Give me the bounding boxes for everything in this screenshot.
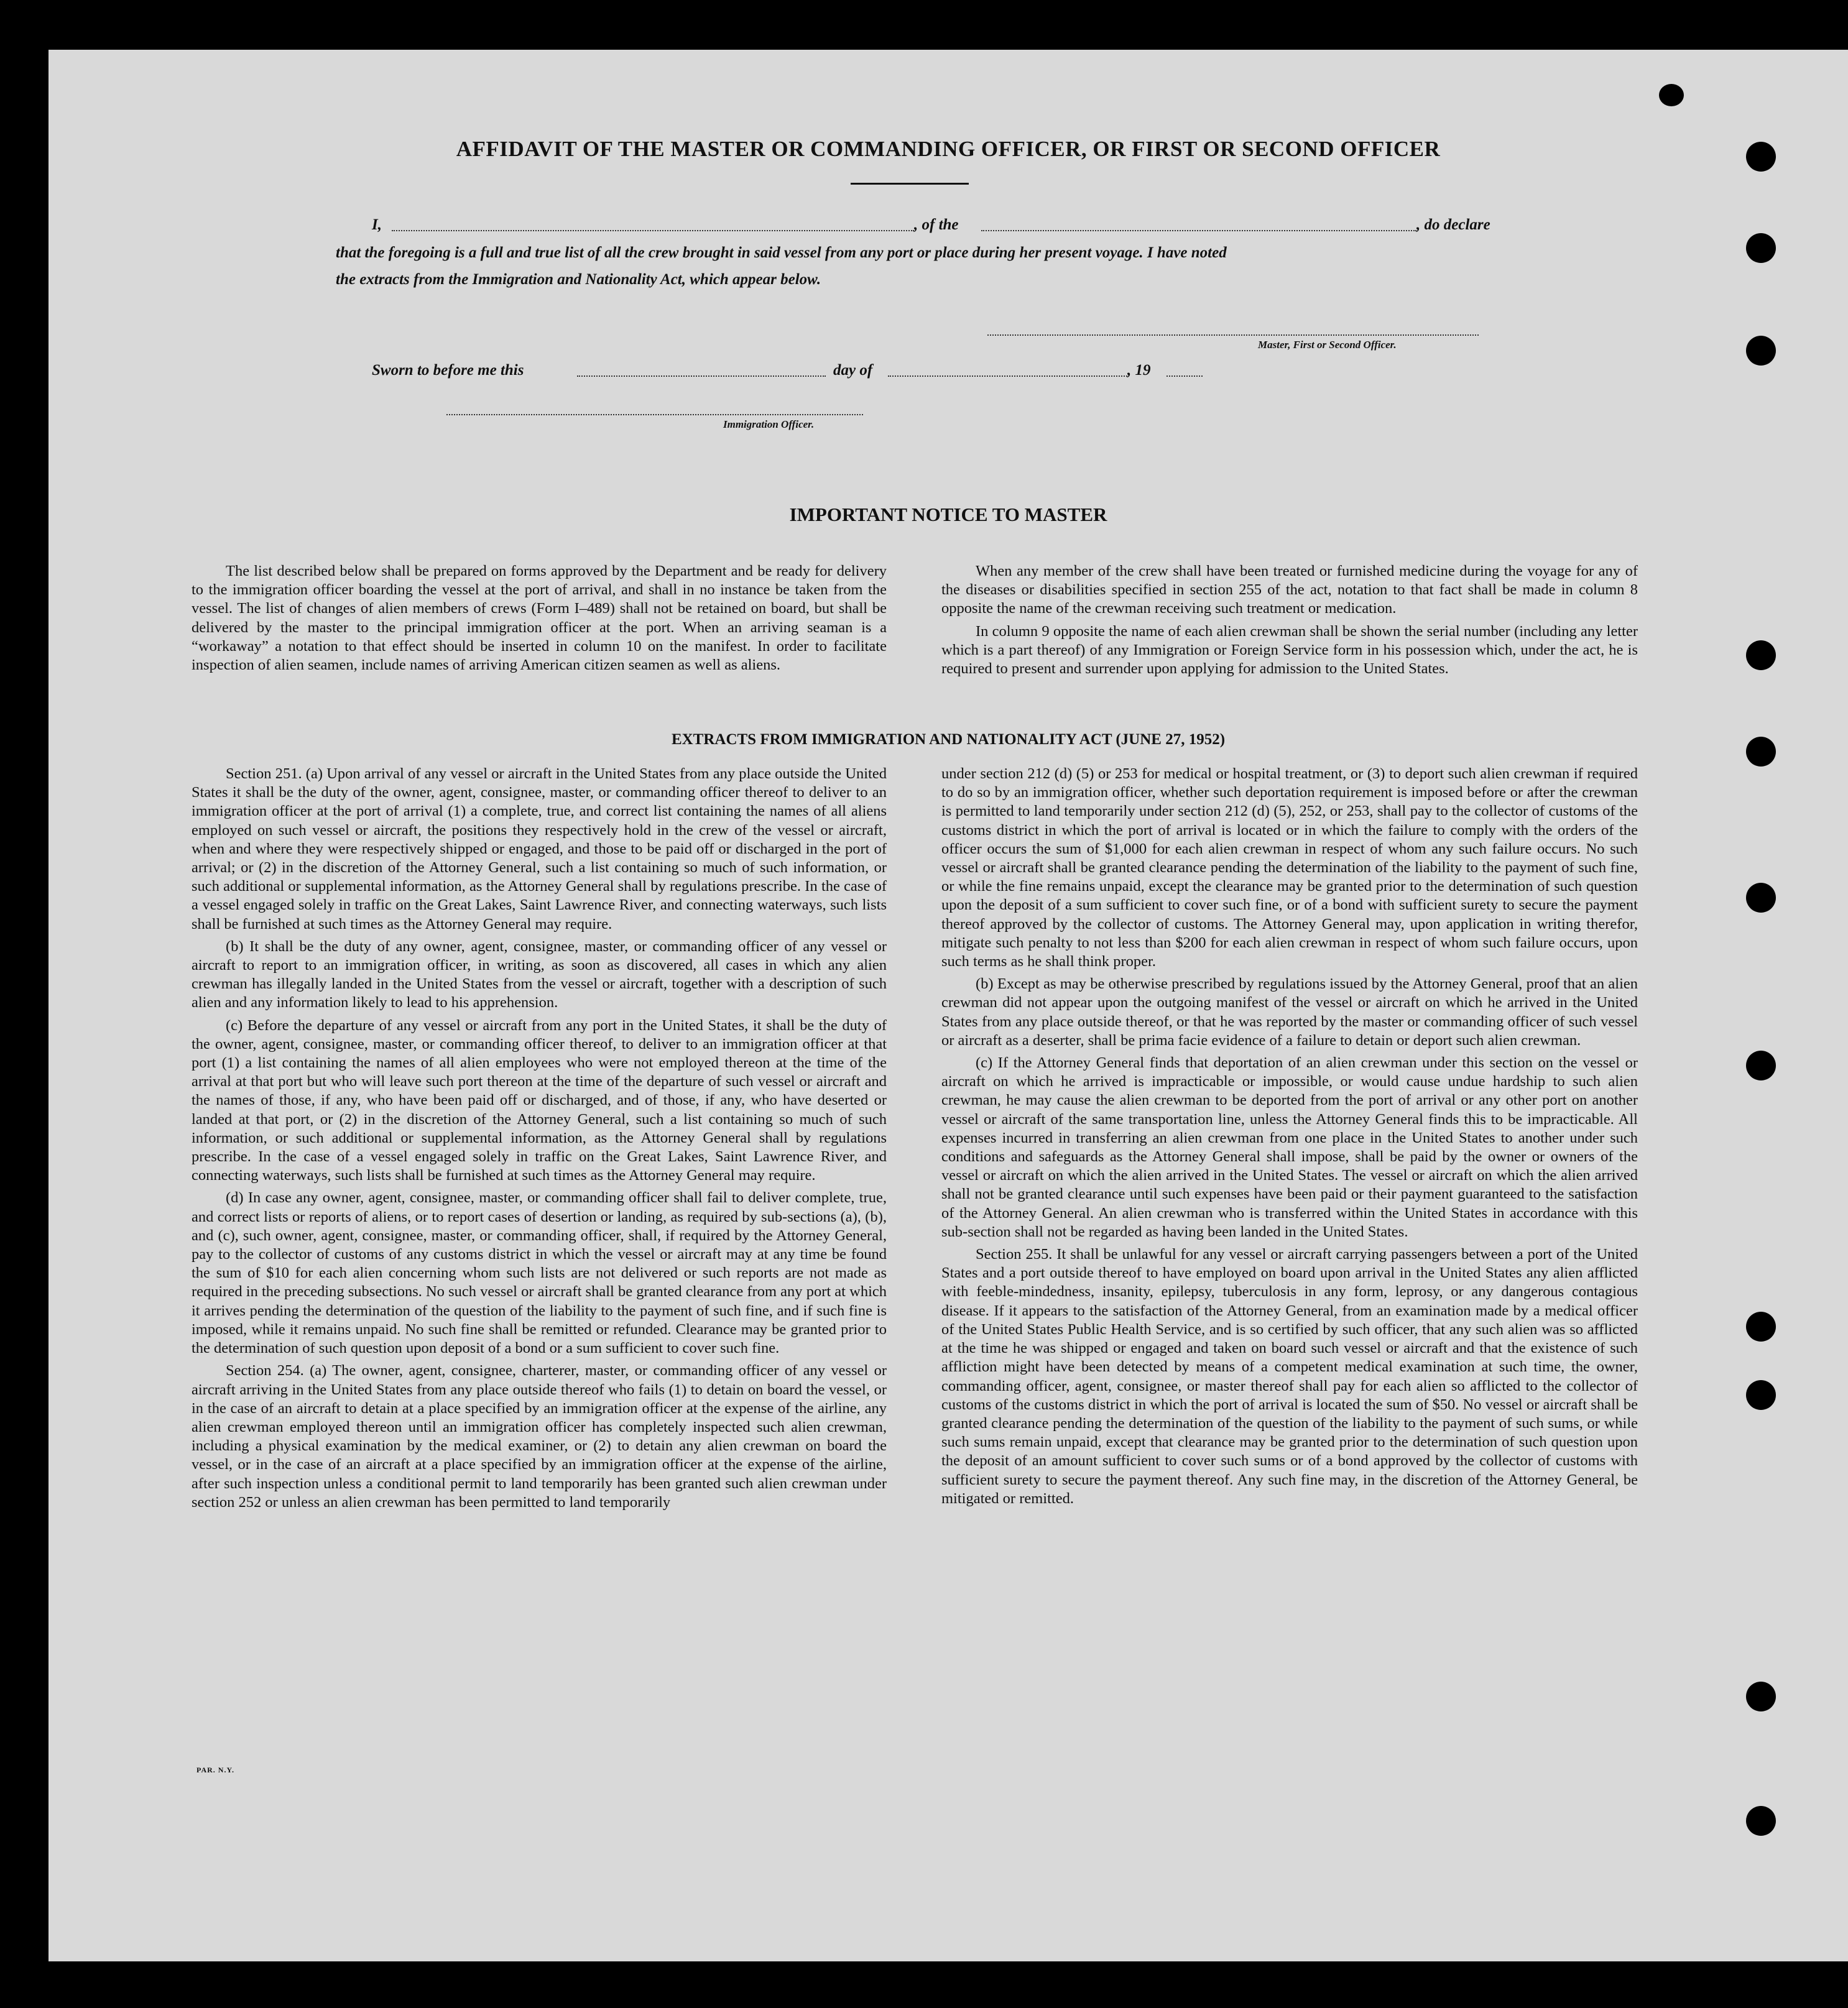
punch-hole (1746, 1051, 1776, 1080)
notice-title: IMPORTANT NOTICE TO MASTER (789, 504, 1107, 525)
notice-left-paragraph: The list described below shall be prepared on forms approved by the Department and be ready for delivery to the immigration officer boarding the vessel at the port of arrival, and shall in no instance be taken from the vessel. The list of changes of alien members of crews (Form I–489) shall not be retained on board, but shall be delivered by the master to the principal immigration officer at the port. When an arriving seaman is a “workaway” a notation to that effect should be inserted in column 10 on the manifest. In order to facilitate inspection of alien seamen, include names of arriving American citizen seamen as well as aliens. (192, 563, 887, 674)
affidavit-title: AFFIDAVIT OF THE MASTER OR COMMANDING OFFICER, OR FIRST OR SECOND OFFICER (456, 137, 1441, 161)
day-of-label: day of (833, 362, 873, 379)
officer-signature-caption: Immigration Officer. (723, 418, 815, 430)
section-255: Section 255. It shall be unlawful for any vessel or aircraft carrying passengers between a port of the United States and a port outside thereof to have employed on board upon arrival in the United States any alien afflicted with feeble-mindedness, insanity, epilepsy, tuberculosis in any form, leprosy, or any dangerous contagious disease. If it appears to the satisfaction of the Attorney General, from an examination made by a medical officer of the United States Public Health Service, and is so certified by such officer, that any such alien was so afflicted at the time he was shipped or engaged and taken on board such vessel or aircraft and that the existence of such affliction might have been detected by means of a competent medical examination at such time, the owner, commanding officer, agent, consignee, or master thereof shall pay for each alien so afflicted to the collector of customs of the customs district in which the port of arrival is located the sum of $50. No vessel or aircraft shall be granted clearance pending the determination of the question of the liability to the payment of such sums, or while such sums remain unpaid, except that clearance may be granted prior to the determination of such question upon the deposit of an amount sufficient to cover such sums or of a bond approved by the collector of customs with sufficient surety to secure the payment thereof. Any such fine may, in the discretion of the Attorney General, be mitigated or remitted. (941, 1246, 1638, 1507)
extracts-title: EXTRACTS FROM IMMIGRATION AND NATIONALITY ACT (JUNE 27, 1952) (671, 731, 1226, 748)
sworn-month-field[interactable] (888, 375, 1127, 377)
form-sheet (49, 50, 1848, 1961)
sworn-year-field[interactable] (1167, 375, 1203, 377)
officer-signature-line[interactable] (446, 414, 863, 415)
section-251-b: (b) It shall be the duty of any owner, agent, consignee, master, or commanding officer of any vessel or aircraft to report to an immigration officer, in writing, as soon as discovered, all cases in which any alien crewman has illegally landed in the United States from the vessel or aircraft, together with a description of such alien and any information likely to lead to his apprehension. (192, 937, 887, 1011)
notice-left-column (192, 562, 887, 678)
do-declare-label: , do declare (1416, 216, 1490, 233)
punch-hole (1746, 1380, 1776, 1410)
year-label: , 19 (1127, 362, 1151, 379)
name-field[interactable] (392, 230, 914, 231)
section-254-a-continued: under section 212 (d) (5) or 253 for medical or hospital treatment, or (3) to deport such alien crewman if required to do so by an immigration officer, whether such deportation requirement is imposed before or after the crewman is permitted to land temporarily under section 212 (d) (5), 252, or 253, shall pay to the collector of customs of the customs district in which the port of arrival is located or in which the failure to comply with the orders of the officer occurs the sum of $1,000 for each alien crewman in respect of whom any such failure occurs. No such vessel or aircraft shall be granted clearance pending the determination of the liability to the payment of such fine, or while the fine remains unpaid, except the clearance may be granted prior to the determination of such question upon the deposit of a sum sufficient to cover such fine, or of a bond with sufficient surety to secure the payment thereof approved by the collector of customs. The Attorney General may, upon application in writing therefor, mitigate such penalty to not less than $200 for each alien crewman in respect of whom such failure occurs, upon such terms as he shall think proper. (941, 765, 1638, 970)
vessel-name-field[interactable] (981, 230, 1416, 231)
section-254-a: Section 254. (a) The owner, agent, consignee, charterer, master, or commanding officer of any vessel or aircraft arriving in the United States from any place outside thereof who fails (1) to detain on board the vessel, or in the case of an aircraft to detain at a place specified by an immigration officer at the expense of the airline, any alien crewman employed thereon until an immigration officer has completely inspected such alien crewman, including a physical examination by the medical examiner, or (2) to detain any alien crewman on board the vessel, or in the case of an aircraft at a place specified by an immigration officer at the expense of the airline, after such inspection unless a conditional permit to land temporarily has been granted such alien crewman under section 252 or unless an alien crewman has been permitted to land temporarily (192, 1362, 887, 1511)
punch-hole (1746, 737, 1776, 767)
punch-hole (1746, 233, 1776, 263)
notice-right-paragraph-2: In column 9 opposite the name of each alien crewman shall be shown the serial number (including any letter which is a part thereof) of any Immigration or Foreign Service form in his possession which, under the act, he is required to present and surrender upon applying for admission to the United States. (941, 622, 1638, 678)
section-251-d: (d) In case any owner, agent, consignee, master, or commanding officer shall fail to deliver complete, true, and correct lists or reports of aliens, or to report cases of desertion or landing, as required by sub-sections (a), (b), and (c), such owner, agent, consignee, master, or commanding officer, shall, if required by the Attorney General, pay to the collector of customs of any customs district in which the vessel or aircraft may at any time be found the sum of $10 for each alien concerning whom such lists are not delivered or such reports are not made as required in the preceding subsections. No such vessel or aircraft shall be granted clearance from any port at which it arrives pending the determination of the question of the liability to the payment of such fine, and if such fine is imposed, while it remains unpaid. No such fine shall be remitted or refunded. Clearance may be granted prior to the determination of such question upon deposit of a bond or a sum sufficient to cover such fine. (192, 1189, 887, 1357)
section-254-b: (b) Except as may be otherwise prescribed by regulations issued by the Attorney General, proof that an alien crewman did not appear upon the outgoing manifest of the vessel or aircraft on which he arrived in the United States from any place outside thereof, or that he was reported by the master or commanding officer of such vessel or aircraft as a deserter, shall be prima facie evidence of a failure to detain or deport such alien crewman. (941, 975, 1638, 1049)
section-251-a: Section 251. (a) Upon arrival of any vessel or aircraft in the United States from any place outside the United States it shall be the duty of the owner, agent, consignee, master, or commanding officer thereof to deliver to an immigration officer at the port of arrival (1) a complete, true, and correct list containing the names of all aliens employed on such vessel or aircraft, the positions they respectively hold in the crew of the vessel or aircraft, when and where they were respectively shipped or engaged, and those to be paid off or discharged in the port of arrival; or (2) in the discretion of the Attorney General, such a list containing so much of such information, or such additional or supplemental information, as the Attorney General shall by regulations prescribe. In the case of a vessel engaged solely in traffic on the Great Lakes, Saint Lawrence River, and connecting waterways, such lists shall be furnished at such times as the Attorney General may require. (192, 765, 887, 933)
punch-hole (1746, 1312, 1776, 1342)
extracts-left-column (192, 765, 887, 1516)
master-signature-line[interactable] (987, 334, 1479, 336)
section-254-c: (c) If the Attorney General finds that deportation of an alien crewman under this section on the vessel or aircraft on which he arrived is impracticable or impossible, or would cause undue hardship to such alien crewman, he may cause the alien crewman to be deported from the port of arrival or any other port on another vessel or aircraft of the same transportation line, unless the Attorney General finds this to be impracticable. All expenses incurred in transferring an alien crewman from one place in the United States to another under such conditions and safeguards as the Attorney General shall impose, shall be paid by the owner or owners of the vessel or aircraft on which the alien arrived in the United States. The vessel or aircraft on which the alien arrived shall not be granted clearance until such expenses have been paid or their payment guaranteed to the satisfaction of the Attorney General. An alien crewman who is transferred within the United States in accordance with this sub-section shall not be regarded as having been landed in the United States. (941, 1054, 1638, 1240)
punch-hole (1746, 336, 1776, 366)
punch-hole (1746, 142, 1776, 172)
declaration-line-1: that the foregoing is a full and true list of all the crew brought in said vessel from any port or place during her present voyage. I have noted (336, 244, 1227, 261)
of-the-label: , of the (914, 216, 959, 233)
punch-hole (1659, 84, 1684, 106)
declaration-line-2: the extracts from the Immigration and Nationality Act, which appear below. (336, 271, 821, 288)
section-251-c: (c) Before the departure of any vessel or aircraft from any port in the United States, it shall be the duty of the owner, agent, consignee, master, or commanding officer thereof, to deliver to an immigration officer at that port (1) a list containing the names of all alien employees who were not employed thereon at the time of the arrival at that port but who will leave such port thereon at the time of the departure of such vessel or aircraft and the names of those, if any, who have been paid off or discharged, and of those, if any, who have deserted or landed at that port, or (2) in the discretion of the Attorney General, such a list containing so much of such information, or such additional or supplemental information, as the Attorney General shall by regulations prescribe. In the case of a vessel engaged solely in traffic on the Great Lakes, Saint Lawrence River, and connecting waterways, such lists shall be furnished at such times as the Attorney General may require. (192, 1016, 887, 1184)
notice-right-paragraph-1: When any member of the crew shall have been treated or furnished medicine during the voyage for any of the diseases or disabilities specified in section 255 of the act, notation to that fact shall be made in column 8 opposite the name of the crewman receiving such treatment or medication. (941, 563, 1638, 617)
notice-right-column (941, 562, 1638, 682)
punch-hole (1746, 883, 1776, 913)
punch-hole (1746, 640, 1776, 670)
sworn-day-field[interactable] (577, 375, 826, 377)
master-signature-caption: Master, First or Second Officer. (1258, 339, 1397, 351)
punch-hole (1746, 1682, 1776, 1711)
extracts-right-column (941, 765, 1638, 1512)
punch-hole (1746, 1806, 1776, 1836)
i-label: I, (372, 216, 382, 233)
sworn-label: Sworn to before me this (372, 362, 524, 379)
printer-mark: PAR. N.Y. (196, 1766, 235, 1774)
title-underline (851, 183, 969, 185)
